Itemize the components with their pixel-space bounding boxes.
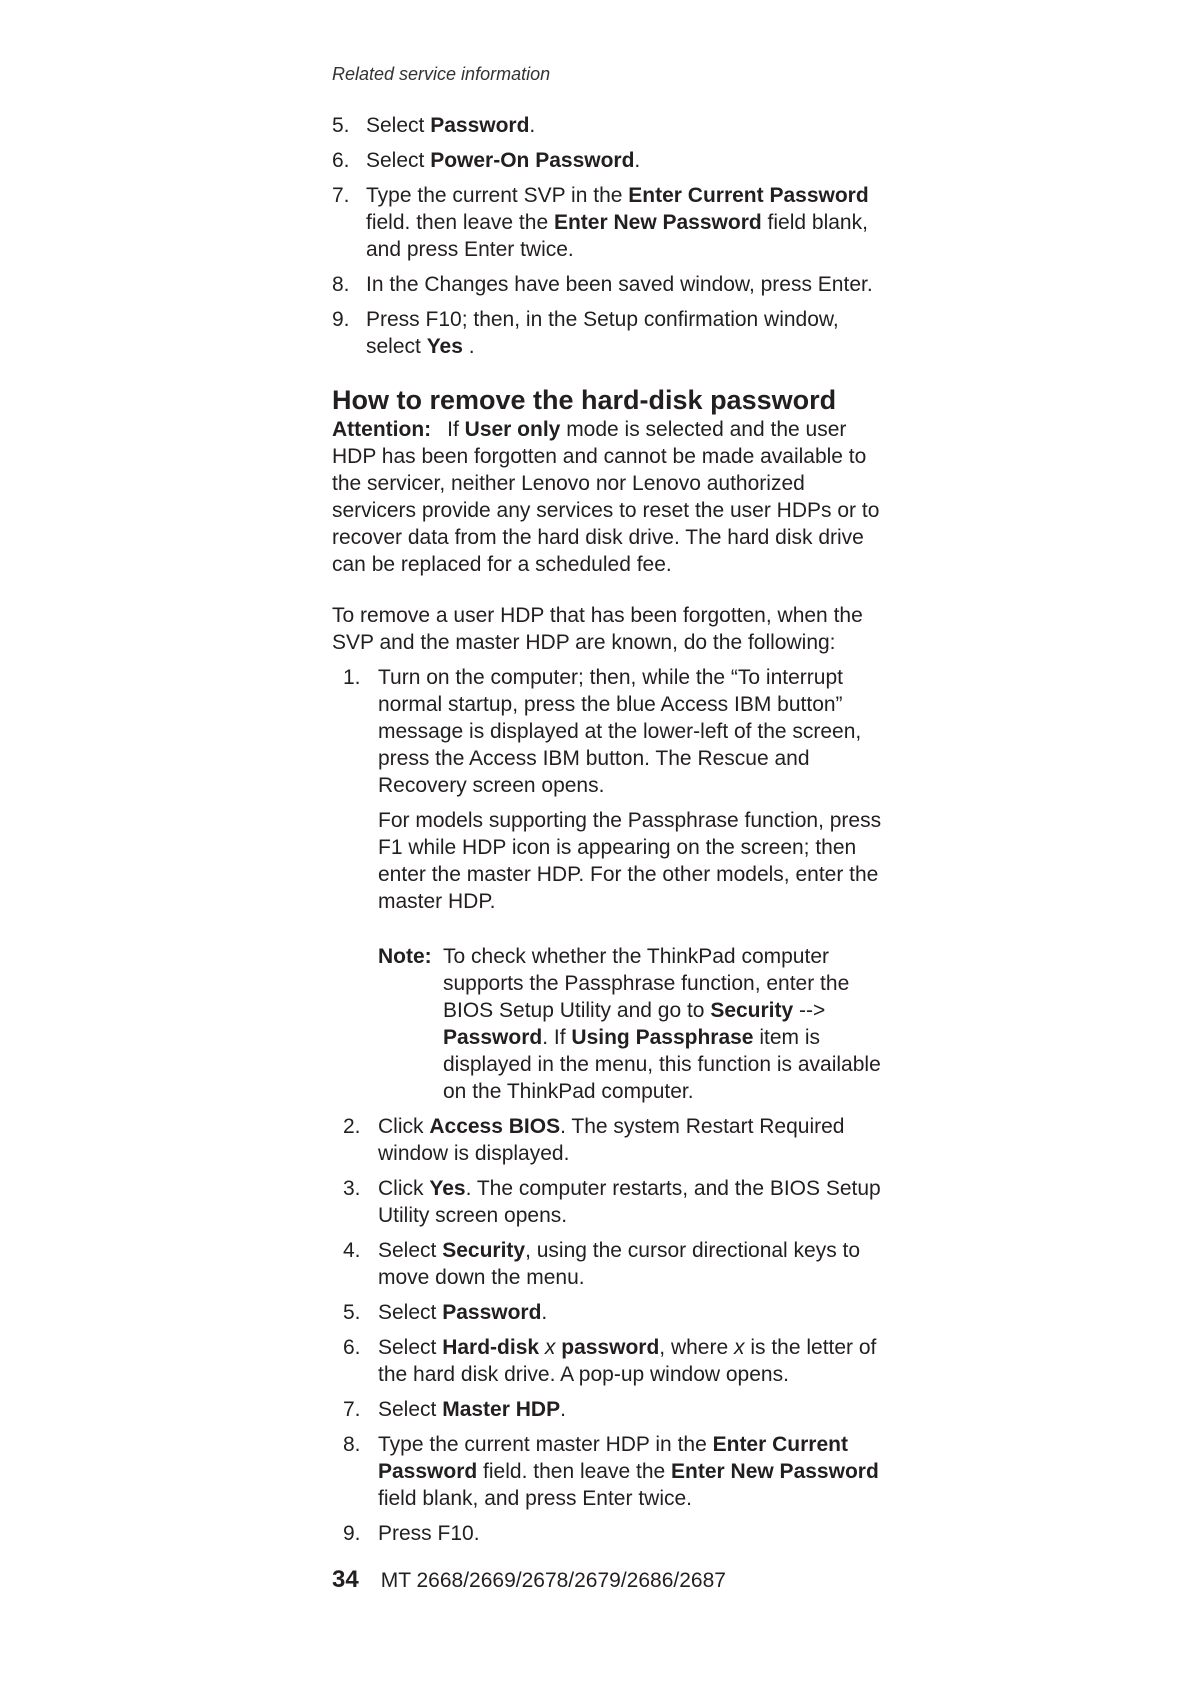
- bold-term: Using Passphrase: [571, 1026, 754, 1049]
- text-run: field blank, and press Enter twice.: [378, 1487, 692, 1510]
- list-item: [332, 1237, 892, 1291]
- bold-term: password: [561, 1336, 660, 1359]
- text-run: is the letter of the hard disk drive. A pop-up window opens.: [378, 1336, 877, 1386]
- top-step-list-container: [332, 112, 892, 368]
- text-run: .: [560, 1398, 566, 1421]
- step-number: 3.: [343, 1177, 361, 1200]
- bold-term: Password: [443, 1026, 543, 1049]
- top-step-list: [332, 112, 892, 360]
- text-run: , where: [659, 1336, 734, 1359]
- text-run: mode is selected and the user HDP has been forgotten and cannot be made available to the servicer, neither Lenovo nor Lenovo authorized servicers provide any services to reset the user HDPs or to recover data from the hard disk drive. The hard disk drive can be replaced for a scheduled fee.: [332, 418, 880, 576]
- text-run: field. then leave the: [477, 1460, 672, 1483]
- step-number: 9.: [332, 308, 350, 331]
- list-item: [332, 1431, 892, 1512]
- text-run: If: [447, 418, 465, 441]
- step-number: 5.: [343, 1301, 361, 1324]
- text-run: item is displayed in the menu, this function is available on the ThinkPad computer.: [443, 1026, 881, 1103]
- bold-term: Yes: [426, 335, 463, 358]
- step-number: 9.: [343, 1522, 361, 1545]
- text-run: Select: [378, 1239, 443, 1262]
- text-run: Select: [378, 1301, 443, 1324]
- step-number: 4.: [343, 1239, 361, 1262]
- text-run: Type the current master HDP in the: [378, 1433, 713, 1456]
- attention-text: [332, 418, 879, 576]
- step-number: 7.: [343, 1398, 361, 1421]
- text-run: Click: [378, 1177, 430, 1200]
- list-item: [332, 147, 892, 174]
- bold-term: Security: [442, 1239, 526, 1262]
- hdp-section: [332, 384, 892, 1555]
- bold-term: Security: [710, 999, 794, 1022]
- text-run: In the Changes have been saved window, press Enter.: [366, 273, 873, 296]
- step-text: [378, 1396, 892, 1423]
- bold-term: Yes: [429, 1177, 466, 1200]
- text-run: Press F10.: [378, 1522, 480, 1545]
- page-footer: [332, 1566, 726, 1594]
- step-text: [378, 1175, 892, 1229]
- step-text: [366, 182, 892, 263]
- step-subparagraph: For models supporting the Passphrase function, press F1 while HDP icon is appearing on the screen; then enter the master HDP. For the other models, enter the master HDP.: [378, 809, 882, 913]
- note-label: Note:: [378, 945, 432, 968]
- step-text: [378, 1113, 892, 1167]
- intro-paragraph: To remove a user HDP that has been forgotten, when the SVP and the master HDP are known, do the following:: [332, 604, 863, 654]
- text-run: field. then leave the: [366, 211, 554, 234]
- italic-term: x: [544, 1336, 556, 1359]
- step-text: [378, 1237, 892, 1291]
- step-text: [366, 112, 892, 139]
- text-run: . The system Restart Required window is displayed.: [378, 1115, 845, 1165]
- text-run: field blank, and press Enter twice.: [366, 211, 868, 261]
- list-item: [332, 182, 892, 263]
- text-run: .: [541, 1301, 548, 1324]
- step-text: [378, 1334, 892, 1388]
- bold-term: Enter Current Password: [378, 1433, 848, 1483]
- text-run: Press F10; then, in the Setup confirmation window, select: [366, 308, 839, 358]
- hdp-step-list-continued: [332, 1113, 892, 1547]
- text-run: Select: [378, 1336, 443, 1359]
- list-item: [332, 1396, 892, 1423]
- list-item: [332, 1334, 892, 1388]
- list-item: [332, 112, 892, 139]
- text-run: To check whether the ThinkPad computer supports the Passphrase function, enter the BIOS Setup Utility and go to: [443, 945, 850, 1022]
- list-item: [332, 306, 892, 360]
- list-item: [332, 664, 892, 1105]
- bold-term: Master HDP: [442, 1398, 561, 1421]
- bold-term: Hard-disk: [442, 1336, 540, 1359]
- step-text: [366, 147, 892, 174]
- text-run: -->: [793, 999, 826, 1022]
- text-run: , using the cursor directional keys to move down the menu.: [378, 1239, 861, 1289]
- step-text: [378, 1431, 892, 1512]
- bold-term: Password: [442, 1301, 542, 1324]
- step-number: 8.: [332, 273, 350, 296]
- text-run: Select: [378, 1398, 443, 1421]
- text-run: Select: [366, 149, 431, 172]
- italic-term: x: [733, 1336, 745, 1359]
- step-number: 2.: [343, 1115, 361, 1138]
- text-run: .: [634, 149, 641, 172]
- text-run: .: [529, 114, 536, 137]
- text-run: Click: [378, 1115, 430, 1138]
- attention-label: Attention:: [332, 418, 432, 441]
- bold-term: Access BIOS: [429, 1115, 561, 1138]
- section-heading: How to remove the hard-disk password: [332, 385, 837, 415]
- step-text: [366, 271, 892, 298]
- step-text: [378, 1520, 892, 1547]
- note-block: [378, 943, 892, 1105]
- step-number: 5.: [332, 114, 350, 137]
- hdp-step-list: [332, 664, 892, 1105]
- step-text: [378, 1299, 892, 1326]
- text-run: . The computer restarts, and the BIOS Setup Utility screen opens.: [378, 1177, 881, 1227]
- list-item: [332, 1113, 892, 1167]
- step-text: Turn on the computer; then, while the “To interrupt normal startup, press the blue Access IBM button” message is displayed at the lower-left of the screen, press the Access IBM button. The Rescue and Recovery screen opens.: [378, 666, 862, 797]
- step-number: 6.: [332, 149, 350, 172]
- list-item: [332, 1175, 892, 1229]
- step-text: [366, 306, 892, 360]
- list-item: [332, 1520, 892, 1547]
- bold-term: User only: [464, 418, 561, 441]
- bold-term: Enter New Password: [671, 1460, 879, 1483]
- bold-term: Power-On Password: [430, 149, 635, 172]
- list-item: [332, 271, 892, 298]
- running-head: Related service information: [332, 64, 551, 84]
- note-text: [443, 945, 881, 1103]
- list-item: [332, 1299, 892, 1326]
- attention-paragraph: [332, 416, 892, 578]
- bold-term: Password: [430, 114, 530, 137]
- bold-term: Enter Current Password: [628, 184, 869, 207]
- bold-term: Enter New Password: [553, 211, 762, 234]
- text-run: Select: [366, 114, 431, 137]
- step-number: 1.: [343, 666, 361, 689]
- step-number: 8.: [343, 1433, 361, 1456]
- text-run: .: [462, 335, 475, 358]
- machine-types: MT 2668/2669/2678/2679/2686/2687: [380, 1569, 726, 1592]
- step-number: 6.: [343, 1336, 361, 1359]
- page-number: 34: [332, 1566, 359, 1593]
- text-run: Type the current SVP in the: [366, 184, 629, 207]
- step-number: 7.: [332, 184, 350, 207]
- text-run: . If: [542, 1026, 572, 1049]
